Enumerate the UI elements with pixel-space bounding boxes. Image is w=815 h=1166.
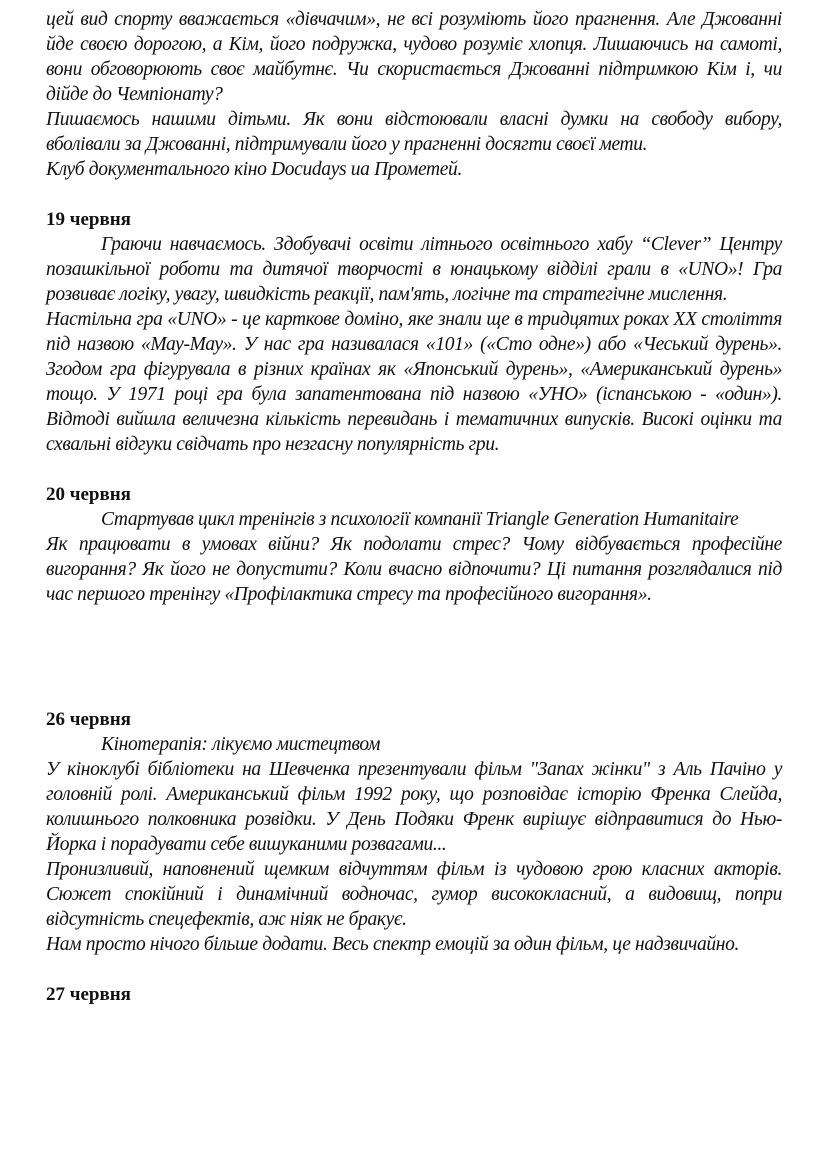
section-june-26	[46, 707, 782, 957]
paragraph: Пронизливий, наповнений щемким відчуттям фільм із чудовою грою класних акторів. Сюжет спокійний і динамічний водночас, гумор висококласний, а видовищ, попри відсутність спецефектів, аж ніяк не бракує.	[46, 859, 782, 930]
paragraph: Настільна гра «UNO» - це карткове доміно, яке знали ще в тридцятих роках XX століття під назвою «Мау-Мау». У нас гра називалася «101» («Сто одне») або «Чеський дурень». Згодом гра фігурувала в різних країнах як «Японський дурень», «Американський дурень» тощо. У 1971 році гра була запатентована під назвою «УНО» (іспанською - «один»). Відтоді вийшла величезна кількість перевидань і тематичних випусків. Високі оцінки та схвальні відгуки свідчать про незгасну популярність гри.	[46, 309, 782, 455]
paragraph: Кінотерапія: лікуємо мистецтвом	[101, 734, 381, 755]
document-page	[46, 7, 782, 1007]
spacer	[46, 607, 782, 707]
paragraph: Клуб документального кіно Docudays иа Прометей.	[46, 159, 462, 180]
paragraph: Як працювати в умовах війни? Як подолати стрес? Чому відбувається професійне вигорання? Як його не допустити? Коли вчасно відпочити? Ці питання розглядалися під час першого тренінгу «Профілактика стресу та професійного вигорання».	[46, 534, 782, 605]
section-date-heading: 19 червня	[46, 209, 131, 230]
paragraph: цей вид спорту вважається «дівчачим», не всі розуміють його прагнення. Але Джованні йде своєю дорогою, а Кім, його подружка, чудово розуміє хлопця. Лишаючись на самоті, вони обговорюють своє майбутнє. Чи скористається Джованні підтримкою Кім і, чи дійде до Чемпіонату?	[46, 9, 782, 105]
section-date-heading: 26 червня	[46, 709, 131, 730]
section-date-heading: 20 червня	[46, 484, 131, 505]
section-date-heading: 27 червня	[46, 984, 131, 1005]
paragraph: Нам просто нічого більше додати. Весь спектр емоцій за один фільм, це надзвичайно.	[46, 934, 740, 955]
spacer	[46, 182, 782, 207]
paragraph: У кіноклубі бібліотеки на Шевченка презентували фільм "Запах жінки" з Аль Пачіно у головній ролі. Американський фільм 1992 року, що розповідає історію Френка Слейда, колишнього полковника розвідки. У День Подяки Френк вирішує відправитися до Нью-Йорка і порадувати себе вишуканими розвагами...	[46, 759, 782, 855]
paragraph: Граючи навчаємось. Здобувачі освіти літнього освітнього хабу “Clever” Центру позашкільної роботи та дитячої творчості в юнацькому відділі грали в «UNO»! Гра розвиває логіку, увагу, швидкість реакції, пам'ять, логічне та стратегічне мислення.	[46, 234, 782, 305]
section-june-19	[46, 207, 782, 457]
section-june-27	[46, 982, 782, 1007]
section-june-20	[46, 482, 782, 607]
paragraph: Стартував цикл тренінгів з психології компанії Triangle Generation Humanitaire	[101, 509, 739, 530]
spacer	[46, 457, 782, 482]
spacer	[46, 957, 782, 982]
intro-section	[46, 7, 782, 182]
paragraph: Пишаємось нашими дітьми. Як вони відстоювали власні думки на свободу вибору, вболівали за Джованні, підтримували його у прагненні досягти своєї мети.	[46, 109, 782, 155]
